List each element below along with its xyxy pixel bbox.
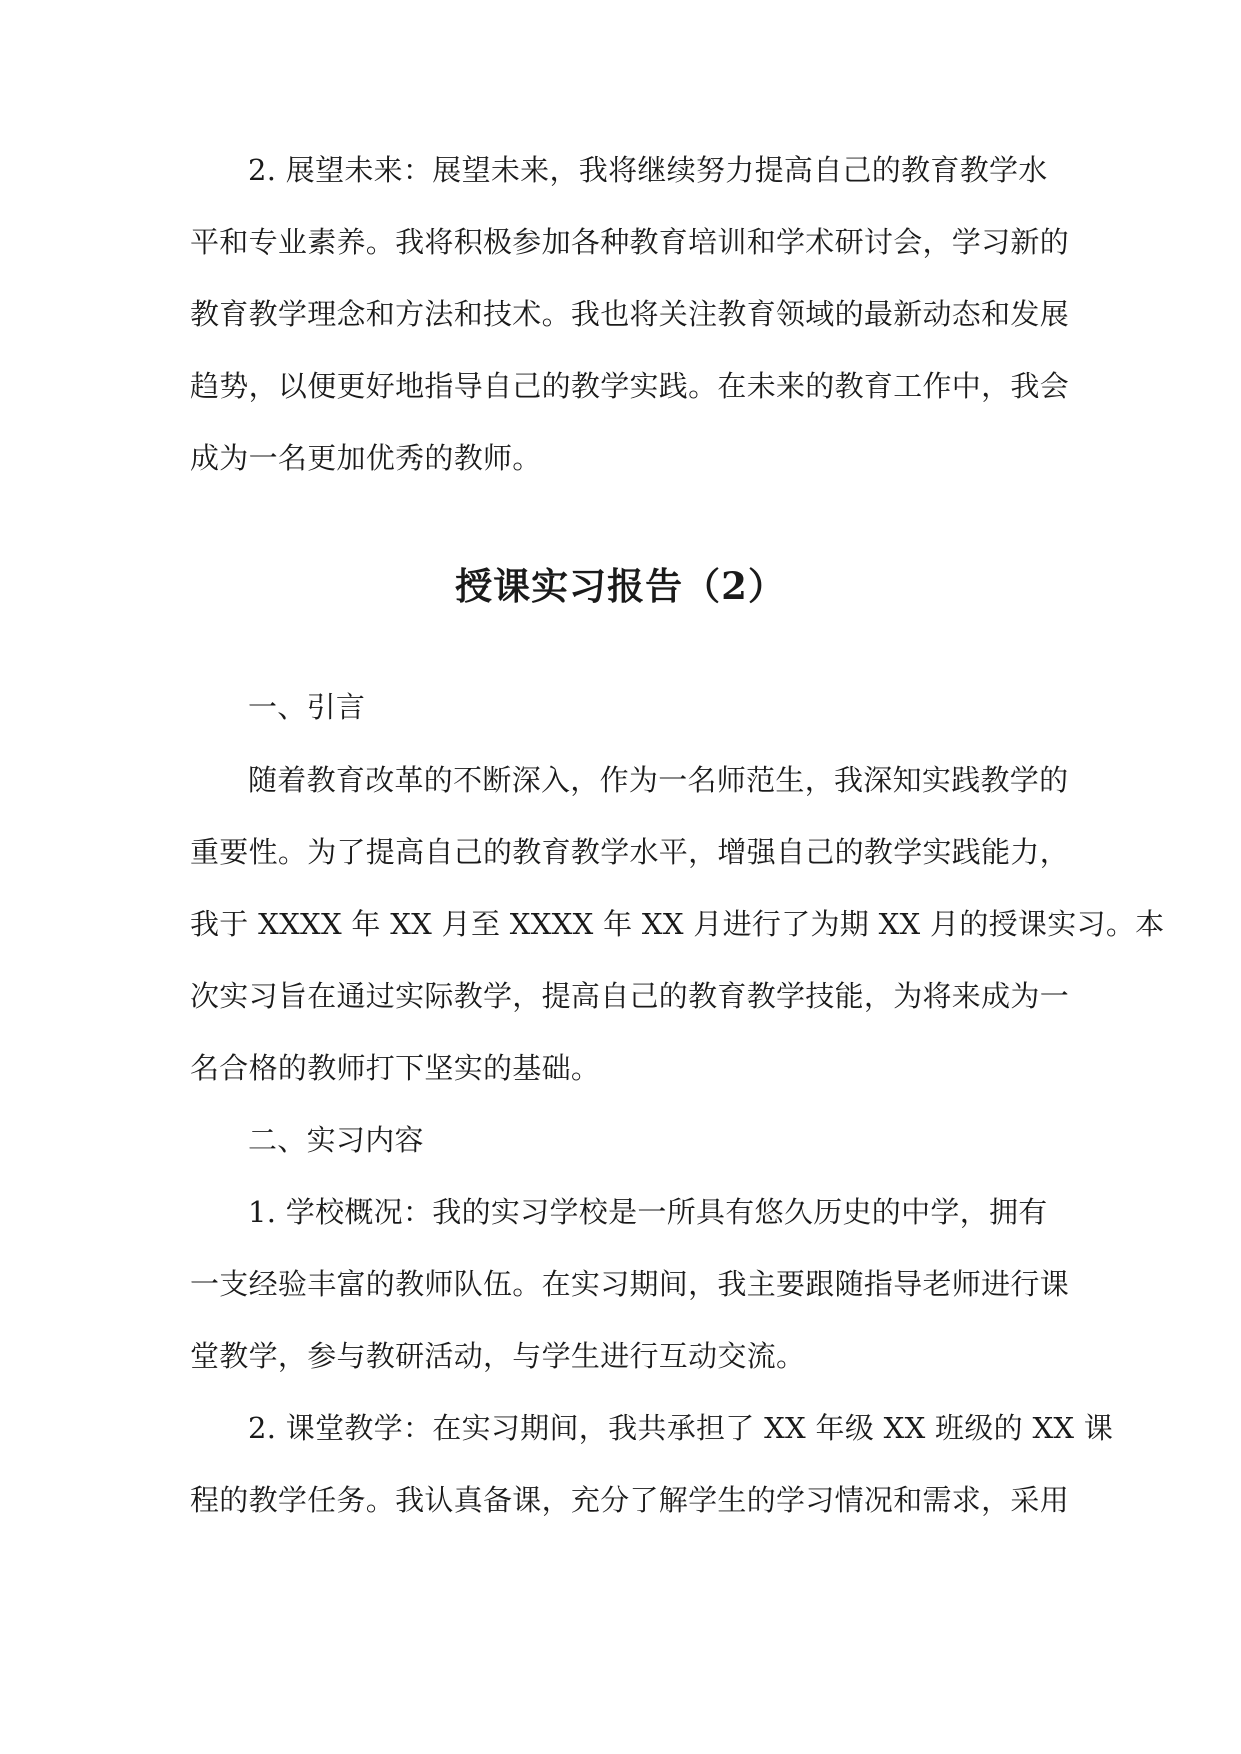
paragraph-line: 2. 课堂教学：在实习期间，我共承担了 XX 年级 XX 班级的 XX 课 xyxy=(248,1411,1114,1445)
paragraph-line: 次实习旨在通过实际教学，提高自己的教育教学技能，为将来成为一 xyxy=(190,979,1070,1013)
paragraph-line: 堂教学，参与教研活动，与学生进行互动交流。 xyxy=(190,1339,806,1373)
paragraph-line: 成为一名更加优秀的教师。 xyxy=(190,441,542,475)
paragraph-line: 2. 展望未来：展望未来，我将继续努力提高自己的教育教学水 xyxy=(248,153,1048,187)
report-title: 授课实习报告（2） xyxy=(455,564,786,608)
paragraph-line: 随着教育改革的不断深入，作为一名师范生，我深知实践教学的 xyxy=(248,763,1069,797)
paragraph-line: 平和专业素养。我将积极参加各种教育培训和学术研讨会，学习新的 xyxy=(190,225,1070,259)
paragraph-line: 一支经验丰富的教师队伍。在实习期间，我主要跟随指导老师进行课 xyxy=(190,1267,1070,1301)
paragraph-line: 名合格的教师打下坚实的基础。 xyxy=(190,1051,601,1085)
paragraph-line: 趋势，以便更好地指导自己的教学实践。在未来的教育工作中，我会 xyxy=(190,369,1070,403)
paragraph-line: 我于 XXXX 年 XX 月至 XXXX 年 XX 月进行了为期 XX 月的授课实习。本 xyxy=(190,907,1165,941)
section-heading: 一、引言 xyxy=(248,690,366,724)
paragraph-line: 重要性。为了提高自己的教育教学水平，增强自己的教学实践能力， xyxy=(190,835,1070,869)
paragraph-line: 程的教学任务。我认真备课，充分了解学生的学习情况和需求，采用 xyxy=(190,1483,1070,1517)
section-heading: 二、实习内容 xyxy=(248,1123,424,1157)
paragraph-line: 教育教学理念和方法和技术。我也将关注教育领域的最新动态和发展 xyxy=(190,297,1070,331)
paragraph-line: 1. 学校概况：我的实习学校是一所具有悠久历史的中学，拥有 xyxy=(248,1195,1048,1229)
